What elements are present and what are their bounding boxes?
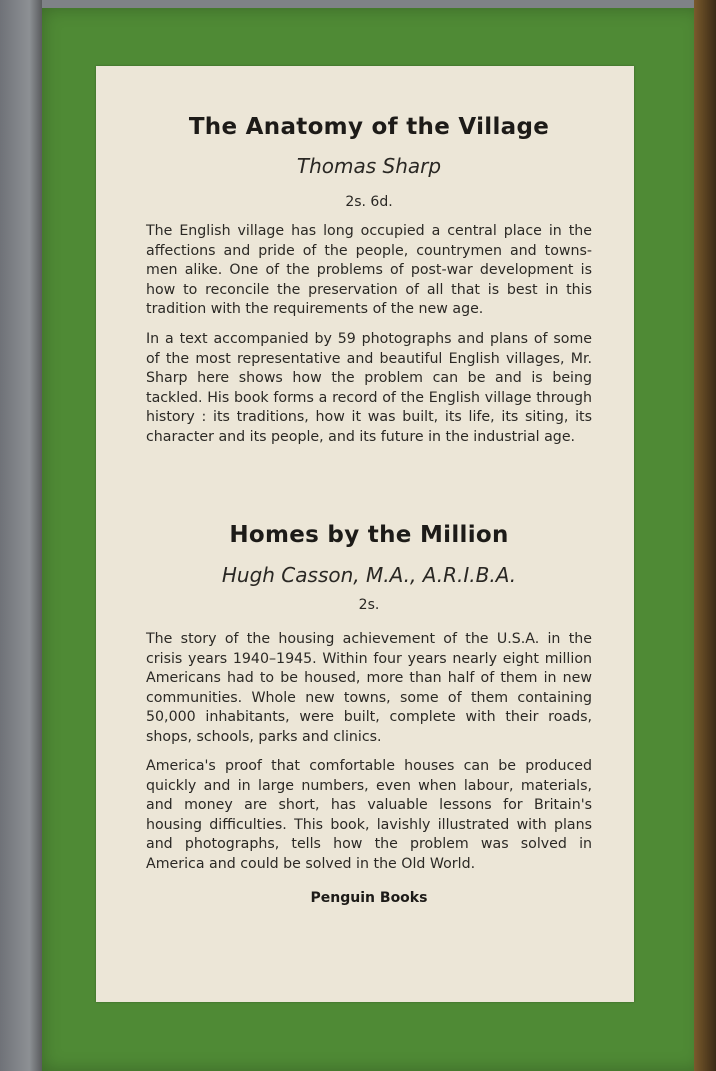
- book-2-paragraph-1: The story of the housing achievement of the U.S.A. in the crisis years 1940–1945. Within four years nearly eight million Americans had to be housed, more than half of them in new communities. Whole new towns, some of them containing 50,000 inhabitants, were built, complete with their roads, shops, schools, parks and clinics.: [146, 631, 592, 745]
- book-1-price: 2s. 6d.: [345, 194, 393, 210]
- scan-background-edge: [0, 0, 42, 1071]
- book-1-title: The Anatomy of the Village: [188, 114, 550, 140]
- book-2-title: Homes by the Million: [229, 522, 509, 548]
- publisher-name: Penguin Books: [310, 890, 428, 906]
- blurb-panel: [96, 66, 634, 1002]
- book-2-paragraph-2: America's proof that comfortable houses can be produced quickly and in large numbers, even when labour, materials, and money are short, has valuable lessons for Britain's housing difficulties. This book, lavishly illustrated with plans and photographs, tells how the problem was solved in America and could be solved in the Old World.: [146, 758, 592, 872]
- spine-edge: [694, 0, 716, 1071]
- book-2-author: Hugh Casson, M.A., A.R.I.B.A.: [221, 563, 517, 587]
- book-1-author: Thomas Sharp: [296, 154, 442, 178]
- book-2-price: 2s.: [358, 597, 380, 613]
- book-1-paragraph-2: In a text accompanied by 59 photographs and plans of some of the most representative and beautiful English villages, Mr. Sharp here shows how the problem can be and is being tackled. His book forms a record of the English village through history : its traditions, how it was built, its life, its siting, its character and its people, and its future in the industrial age.: [146, 331, 592, 445]
- book-1-paragraph-1: The English village has long occupied a central place in the affections and pride of the people, countrymen and towns-men alike. One of the problems of post-war development is how to reconcile the preservation of all that is best in this tradition with the requirements of the new age.: [146, 223, 592, 318]
